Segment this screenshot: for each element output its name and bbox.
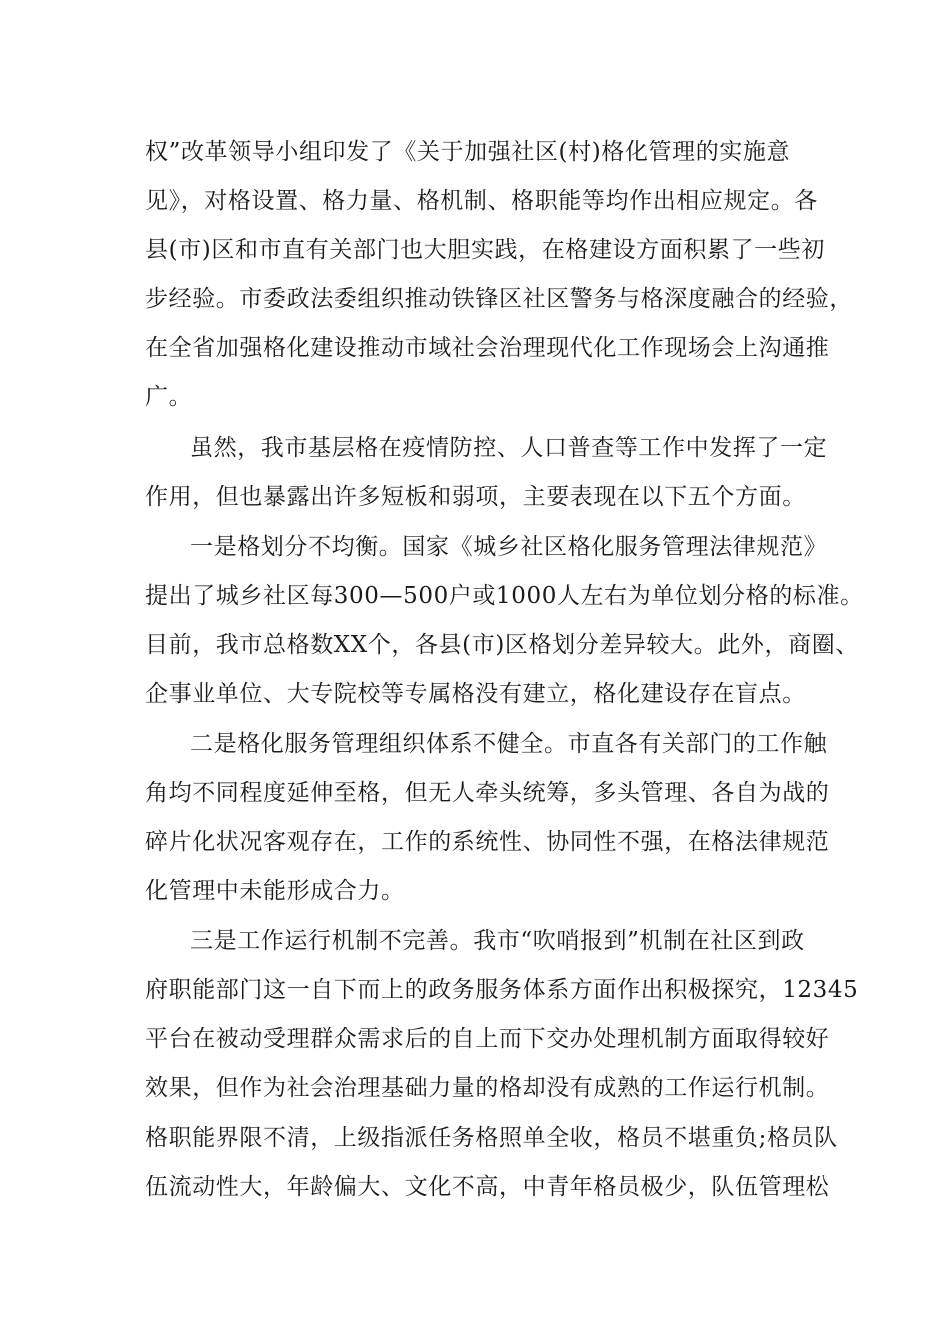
text-line: 企事业单位、大专院校等专属格没有建立，格化建设存在盲点。 — [145, 681, 806, 707]
text-line: 权”改革领导小组印发了《关于加强社区(村)格化管理的实施意 — [145, 139, 791, 165]
text-line: 效果，但作为社会治理基础力量的格却没有成熟的工作运行机制。 — [145, 1075, 830, 1101]
text-line: 县(市)区和市直有关部门也大胆实践，在格建设方面积累了一些初 — [145, 237, 825, 263]
paragraph-first-line: 虽然，我市基层格在疫情防控、人口普查等工作中发挥了一定 — [190, 435, 828, 461]
text-line: 目前，我市总格数XX个，各县(市)区格划分差异较大。此外，商圈、 — [145, 632, 859, 658]
text-line: 平台在被动受理群众需求后的自上而下交办处理机制方面取得较好 — [145, 1026, 830, 1052]
text-line: 府职能部门这一自下而上的政务服务体系方面作出积极探究，12345 — [145, 977, 859, 1003]
text-line: 伍流动性大，年龄偏大、文化不高，中青年格员极少，队伍管理松 — [145, 1174, 830, 1200]
text-line: 步经验。市委政法委组织推动铁锋区社区警务与格深度融合的经验， — [145, 286, 853, 312]
paragraph-first-line: 三是工作运行机制不完善。我市“吹哨报到”机制在社区到政 — [190, 928, 805, 954]
text-line: 化管理中未能形成合力。 — [145, 878, 405, 904]
text-line: 碎片化状况客观存在，工作的系统性、协同性不强，在格法律规范 — [145, 829, 830, 855]
text-line: 广。 — [145, 384, 193, 410]
text-line: 提出了城乡社区每300—500户或1000人左右为单位划分格的标准。 — [145, 583, 864, 609]
text-line: 格职能界限不清，上级指派任务格照单全收，格员不堪重负;格员队 — [145, 1125, 838, 1151]
text-line: 在全省加强格化建设推动市域社会治理现代化工作现场会上沟通推 — [145, 335, 830, 361]
text-line: 作用，但也暴露出许多短板和弱项，主要表现在以下五个方面。 — [145, 484, 806, 510]
paragraph-first-line: 一是格划分不均衡。国家《城乡社区格化服务管理法律规范》 — [190, 534, 828, 560]
paragraph-first-line: 二是格化服务管理组织体系不健全。市直各有关部门的工作触 — [190, 731, 828, 757]
text-line: 角均不同程度延伸至格，但无人牵头统筹，多头管理、各自为战的 — [145, 780, 830, 806]
text-line: 见》，对格设置、格力量、格机制、格职能等均作出相应规定。各 — [145, 188, 818, 214]
